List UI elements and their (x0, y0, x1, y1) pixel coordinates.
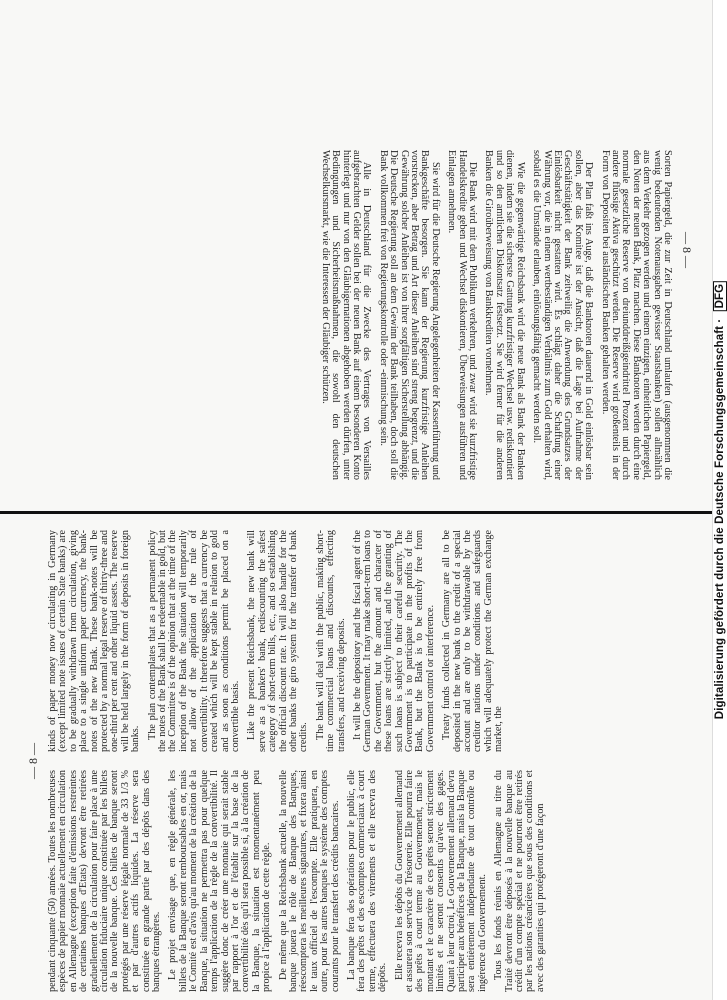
paragraph: Like the present Reichsbank, the new bank will serve as a bankers' bank, rediscounting the safest category of short-term bills, etc., and so establishing the official discount rate. It will also handle for the other banks the giro system for the transfer of bank credits. (246, 530, 310, 752)
bottom-page (20, 522, 700, 1000)
watermark-text: Digitalisierung gefördert durch die Deutsche Forschungsgemeinschaft · (713, 318, 726, 720)
dfg-logo: DFG (713, 281, 727, 312)
paragraph: Der Plan faßt ins Auge, daß die Banknoten dauernd in Gold einlösbar sein sollen, aber das Komitee ist der Ansicht, daß die Lage bei Aufnahme der Geschäftstätigkeit der Bank zeitweilig die Anwendung des Grundsatzes der Einlösbarkeit nicht gestatten wird. Es schlägt daher die Schaffung einer Währung vor, die in einem wertbeständigen Verhältnis zum Gold erhalten wird, sobald es die Umstände erlauben, einlösungsfähig gemacht werden soll. (531, 150, 595, 480)
paragraph: Alle in Deutschland für die Zwecke des Vertrages von Versailles aufgebrachten Gelder sollen bei der neuen Bank auf einem besonderen Konto hinterlegt und nur von den Gläubigernationen abgehoben werden dürfen, unter Bedingungen und Sicherheitsmaßnahmen, die sowohl den deutschen Wechselkursmarkt, wie die Interessen der Gläubiger schützen. (319, 150, 373, 480)
page-divider (0, 511, 712, 514)
paragraph: Sie wird für die Deutsche Regierung Angelegenheiten der Kassenführung und Bankgeschäfte besorgen. Sie kann der Regierung kurzfristige Anleihen vorstrecken, aber Betrag und Art dieser Anleihen sind streng begrenzt, und die Gewährung solcher Anleihen ist von ihrer sorgfältigen Sicherstellung abhängig. Die Deutsche Regierung soll an dem Gewinn der Bank teilhaben, doch soll die Bank vollkommen frei von Regierungskontrolle oder -einmischung sein. (377, 150, 441, 480)
top-page-german-column (313, 150, 672, 480)
paragraph: kinds of paper money now circulating in Germany (except limited note issues of certain State banks) are to be gradually withdrawn from circulation, giving place to a single uniform paper currency, the bank-notes of the new Bank. These bank-notes will be protected by a normal legal reserve of thirty-three and one-third per cent and other liquid assets. The reserve will be held largely in the form of deposits in foreign banks. (47, 530, 142, 752)
bottom-page-number: — 8 — (26, 743, 40, 779)
paragraph: It will be the depository and the fiscal agent of the German Government. It may make short-term loans to the Government, but the amount and character of these loans are strictly limited, and the granting of such loans is subject to their careful security. The Government is to participate in the profits of the Bank, but the Bank is to be entirely free from Government control or interference. (351, 530, 436, 752)
paragraph: Elle recevra les dépôts du Gouvernement allemand et assurera son service de Trésorerie. Elle pourra faire des prêts à court terme au Gouvernement, mais le montant et le caractère de ces prêts seront strictement limités et ne seront consentis qu'avec des gages. Quant à leur octroi, Le Gouvernement allemand devra participer aux bénéfices de la Banque, mais la Banque sera entièrement indépendante de tout contrôle ou ingérence du Gouvernement. (393, 770, 488, 992)
paragraph: De même que la Reichsbank actuelle, la nouvelle banque jouera le rôle de Banque des Banques, réescomptera les meilleures signatures, et fixera ainsi le taux officiel de l'escompte. Elle pratiquera, en outre, pour les autres banques le système des comptes courants pour le transfert des crédits bancaires. (277, 770, 341, 992)
bottom-page-french-column (48, 770, 552, 992)
paragraph: La banque fera des opérations pour le public, elle fera des prêts et des escomptes commerciaux à court terme, effectuera des virements et elle recevra des dépôts. (345, 770, 389, 992)
paragraph: Die Bank wird mit dem Publikum verkehren, und zwar wird sie kurzfristige Handelskredite geben und Wechsel diskontieren, Überweisungen ausführen und Einlagen annehmen. (446, 150, 479, 480)
paragraph: The plan contemplates that as a permanent policy the notes of the Bank shall be redeemable in gold, but the Committee is of the opinion that at the time of the inception of the Bank the situation will temporarily not allow of the application of the rule of convertibility. It therefore suggests that a currency be created which will be kept stable in relation to gold and as soon as conditions permit be placed on a convertible basis. (146, 530, 241, 752)
paragraph: Wie die gegenwärtige Reichsbank wird die neue Bank als Bank der Banken dienen, indem sie die sicherste Gattung kurzfristiger Wechsel usw. rediskontiert und so den amtlichen Diskontsatz festsetzt. Sie wird ferner für die anderen Banken die Giroüberweisung von Bankkrediten vornehmen. (483, 150, 526, 480)
paragraph: Tous les fonds réunis en Allemagne au titre du Traité devront être déposés à la nouvelle banque au crédit d'un compte spécial et ne pourront être retirés par les nations créancières que sous des conditions et avec des garanties qui protégeront d'une façon (493, 770, 546, 992)
bottom-page-english-column (48, 530, 511, 752)
paragraph: Sorten Papiergeld, die zur Zeit in Deutschland umlaufen (ausgenommen die wenig bedeutenden Notenausgaben gewisser Staatsbanken) sollen allmählich aus dem Verkehr gezogen werden und einem einzigen, einheitlichen Papiergeld, den Noten der neuen Bank, Platz machen. Diese Banknoten werden durch eine normale gesetzliche Reserve von dreiunddreißigeindrittel Prozent und durch andere flüssige Aktiva geschützt werden. Die Reserve wird großenteils in der Form von Depositen bei ausländischen Banken gehalten werden. (599, 150, 673, 480)
paragraph: The bank will deal with the public, making short-time commercial loans and discounts, effecting transfers, and receiving deposits. (314, 530, 347, 752)
top-page (10, 0, 700, 500)
paragraph: pendant cinquante (50) années. Toutes les nombreuses espèces de papier monnaie actuellement en circulation en Allemagne (exception faite d'émissions restreintes de certaines banques d'Etats) devront être retirées graduellement de la circulation pour faire place à une circulation fiduciaire unique constituée par les billets de la nouvelle banque. Ces billets de banque seront protégés par une réserve légale normale de 33 1/3 % et par d'autres actifs liquides. La réserve sera constituée en grande partie par des dépôts dans des banques étrangères. (47, 770, 163, 992)
paragraph: Treaty funds collected in Germany are all to be deposited in the new bank to the credit of a special account and are only to be withdrawable by the creditor nations under conditions and safeguards which will adequately protect the German exchange market, the (441, 530, 505, 752)
top-page-number: — 8 — (680, 232, 694, 268)
paragraph: Le projet envisage que, en règle générale, les billets de la Banque seront remboursables en or, mais le Comité est d'avis qu'au moment de la création de la Banque, la situation ne permettra pas pour quelque temps l'application de la règle de la convertibilité. Il suggère donc de créer une monnaie qui serait stable par rapport à l'or et de l'établir sur la base de la convertibilité dès qu'il sera possible si, à la création de la Banque, la situation est momentanément peu propice à l'application de cette règle. (167, 770, 273, 992)
